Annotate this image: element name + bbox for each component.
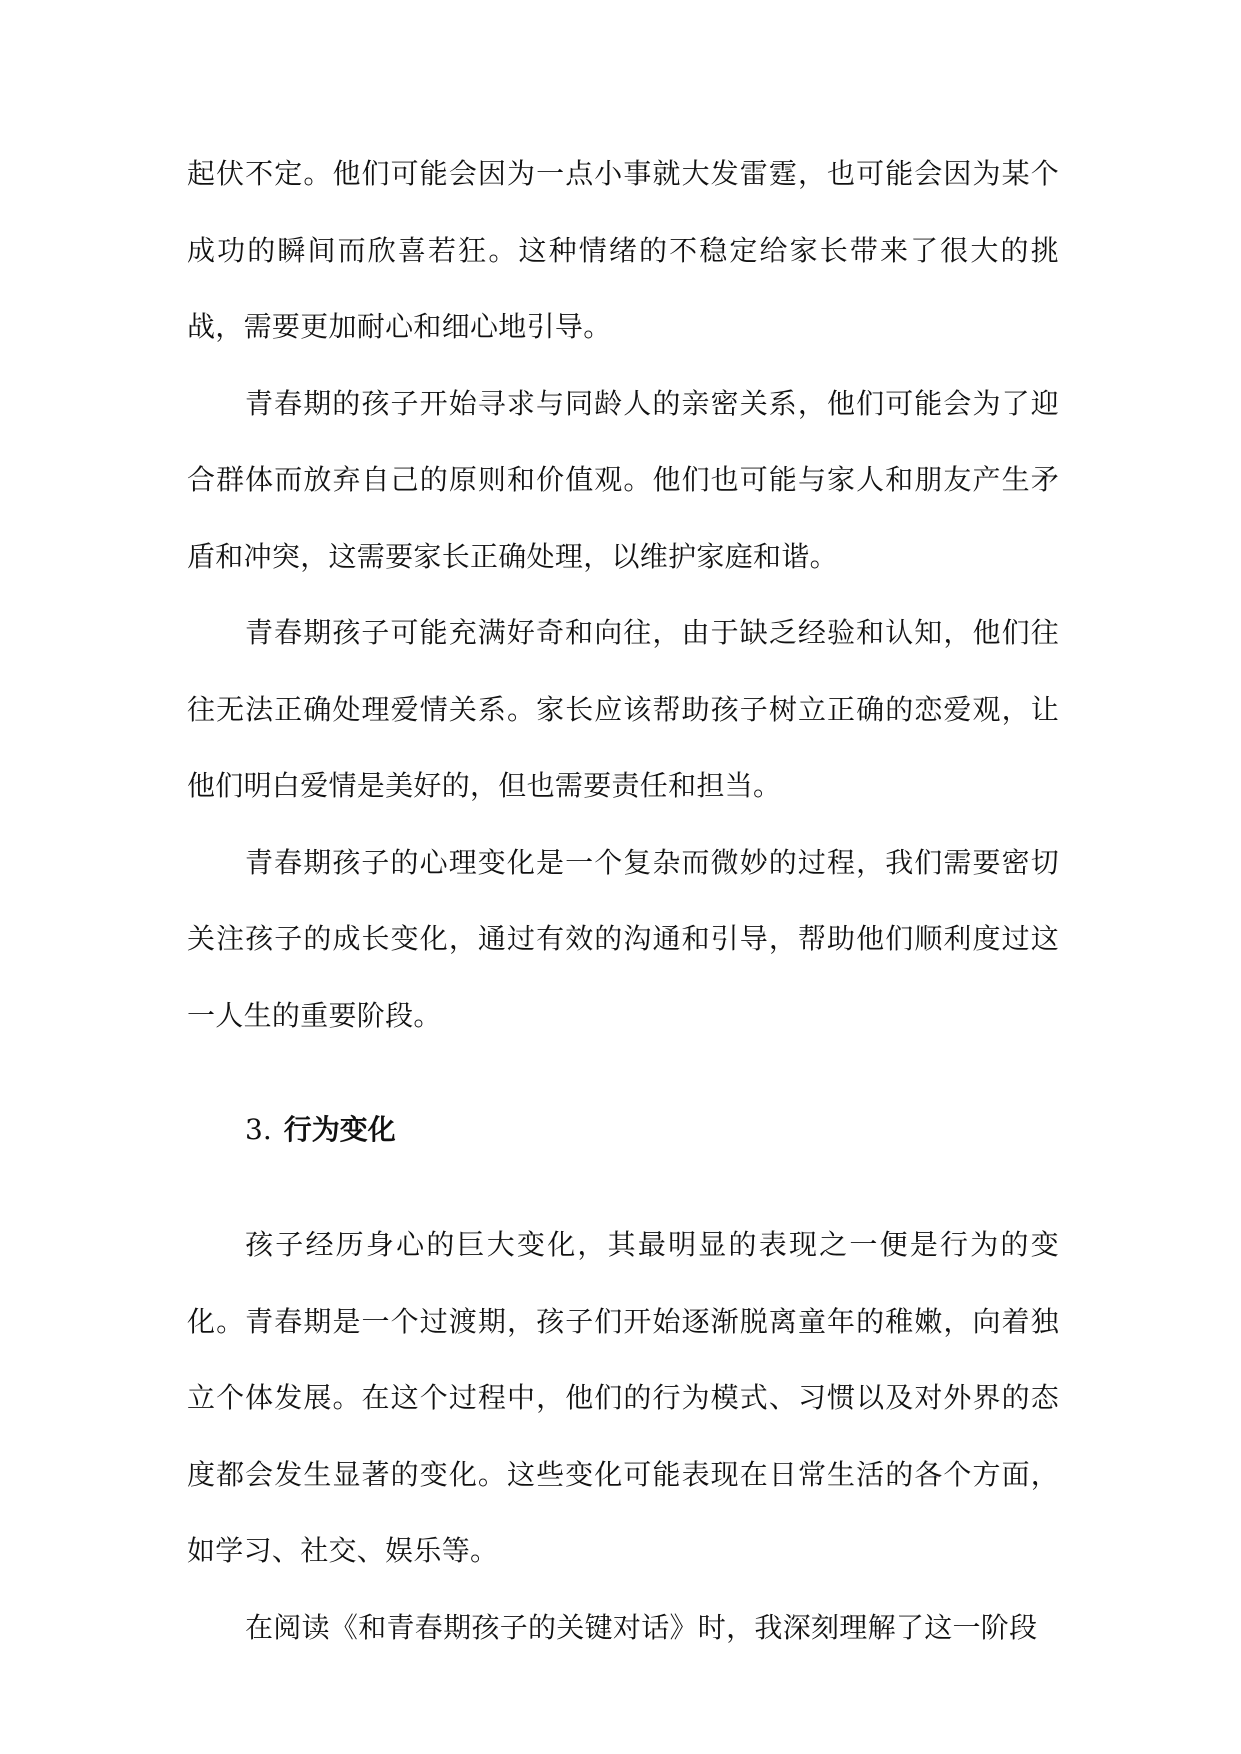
section-heading (187, 1054, 1059, 1207)
paragraph-behavior-changes: 孩子经历身心的巨大变化，其最明显的表现之一便是行为的变化。青春期是一个过渡期，孩子们开始逐渐脱离童年的稚嫩，向着独立个体发展。在这个过程中，他们的行为模式、习惯以及对外界的态度都会发生显著的变化。这些变化可能表现在日常生活的各个方面，如学习、社交、娱乐等。 (187, 1228, 1059, 1567)
paragraph-reading-reflection: 在阅读《和青春期孩子的关键对话》时，我深刻理解了这一阶段 (245, 1610, 1038, 1644)
paragraph-romance: 青春期孩子可能充满好奇和向往，由于缺乏经验和认知，他们往往无法正确处理爱情关系。家长应该帮助孩子树立正确的恋爱观，让他们明白爱情是美好的，但也需要责任和担当。 (187, 616, 1059, 802)
paragraph-peer-relationships: 青春期的孩子开始寻求与同龄人的亲密关系，他们可能会为了迎合群体而放弃自己的原则和价值观。他们也可能与家人和朋友产生矛盾和冲突，这需要家长正确处理，以维护家庭和谐。 (187, 386, 1059, 573)
document-body (187, 136, 1059, 1666)
paragraph-continuation-emotions: 起伏不定。他们可能会因为一点小事就大发雷霆，也可能会因为某个成功的瞬间而欣喜若狂。这种情绪的不稳定给家长带来了很大的挑战，需要更加耐心和细心地引导。 (187, 157, 1059, 343)
paragraph-summary: 青春期孩子的心理变化是一个复杂而微妙的过程，我们需要密切关注孩子的成长变化，通过有效的沟通和引导，帮助他们顺利度过这一人生的重要阶段。 (187, 845, 1059, 1032)
section-title: 行为变化 (283, 1113, 396, 1146)
section-number: 3. (245, 1113, 272, 1146)
